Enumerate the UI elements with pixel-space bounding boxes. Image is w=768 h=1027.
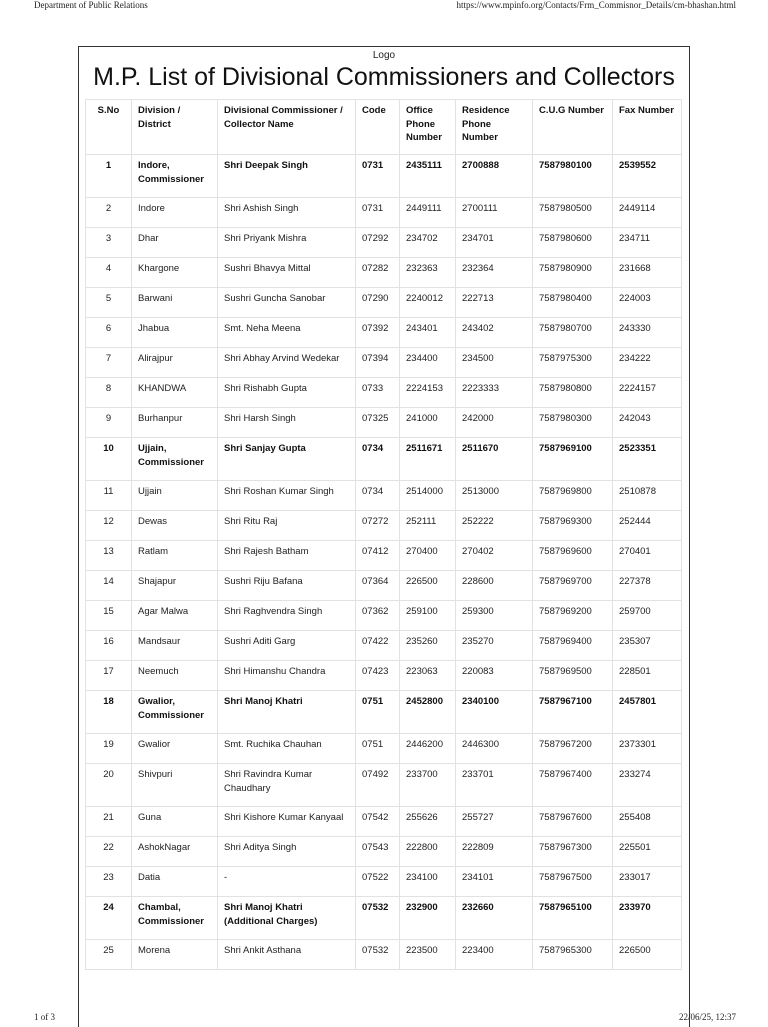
cell-division: KHANDWA: [132, 378, 218, 408]
cell-fax: 2523351: [613, 438, 682, 481]
cell-residence: 234500: [456, 348, 533, 378]
cell-residence: 259300: [456, 601, 533, 631]
table-header-row: [86, 100, 682, 155]
table-row: [86, 601, 682, 631]
cell-office: 223500: [400, 940, 456, 970]
cell-sno: 1: [86, 155, 132, 198]
cell-cug: 7587980700: [533, 318, 613, 348]
table-row: [86, 734, 682, 764]
cell-office: 222800: [400, 837, 456, 867]
cell-residence: 252222: [456, 511, 533, 541]
cell-residence: 2511670: [456, 438, 533, 481]
table-row: [86, 318, 682, 348]
cell-name: Shri Raghvendra Singh: [218, 601, 356, 631]
cell-residence: 243402: [456, 318, 533, 348]
cell-division: Indore: [132, 198, 218, 228]
cell-code: 07364: [356, 571, 400, 601]
cell-sno: 19: [86, 734, 132, 764]
cell-name: Smt. Neha Meena: [218, 318, 356, 348]
table-row: [86, 837, 682, 867]
header-fax-number: Fax Number: [613, 100, 682, 155]
cell-residence: 234101: [456, 867, 533, 897]
page-title: M.P. List of Divisional Commissioners and Collectors: [93, 63, 675, 91]
cell-cug: 7587967200: [533, 734, 613, 764]
cell-name: Smt. Ruchika Chauhan: [218, 734, 356, 764]
cell-code: 07412: [356, 541, 400, 571]
page-number: 1 of 3: [34, 1012, 55, 1022]
cell-division: Gwalior: [132, 734, 218, 764]
logo-placeholder: Logo: [372, 50, 396, 61]
cell-code: 07532: [356, 940, 400, 970]
cell-name: Shri Priyank Mishra: [218, 228, 356, 258]
table-row: [86, 661, 682, 691]
cell-cug: 7587967500: [533, 867, 613, 897]
cell-code: 0734: [356, 481, 400, 511]
cell-residence: 2340100: [456, 691, 533, 734]
cell-division: Dhar: [132, 228, 218, 258]
cell-name: Shri Sanjay Gupta: [218, 438, 356, 481]
cell-sno: 12: [86, 511, 132, 541]
table-row: [86, 631, 682, 661]
cell-division: Chambal, Commissioner: [132, 897, 218, 940]
cell-code: 07542: [356, 807, 400, 837]
cell-office: 2435111: [400, 155, 456, 198]
cell-residence: 232364: [456, 258, 533, 288]
header-office-phone: Office Phone Number: [400, 100, 456, 155]
cell-sno: 13: [86, 541, 132, 571]
cell-division: Shajapur: [132, 571, 218, 601]
cell-name: Shri Deepak Singh: [218, 155, 356, 198]
table-row: [86, 258, 682, 288]
cell-cug: 7587969300: [533, 511, 613, 541]
cell-cug: 7587965100: [533, 897, 613, 940]
cell-sno: 11: [86, 481, 132, 511]
cell-cug: 7587965300: [533, 940, 613, 970]
cell-cug: 7587980300: [533, 408, 613, 438]
cell-code: 07392: [356, 318, 400, 348]
cell-residence: 222713: [456, 288, 533, 318]
cell-cug: 7587969700: [533, 571, 613, 601]
print-header-title: Department of Public Relations: [34, 0, 148, 10]
cell-division: Ujjain: [132, 481, 218, 511]
cell-office: 233700: [400, 764, 456, 807]
cell-fax: 259700: [613, 601, 682, 631]
cell-sno: 14: [86, 571, 132, 601]
print-header: [0, 0, 768, 14]
cell-name: Shri Manoj Khatri (Additional Charges): [218, 897, 356, 940]
cell-office: 243401: [400, 318, 456, 348]
print-header-url: https://www.mpinfo.org/Contacts/Frm_Commisnor_Details/cm-bhashan.html: [456, 0, 736, 10]
cell-office: 234100: [400, 867, 456, 897]
cell-fax: 2373301: [613, 734, 682, 764]
cell-fax: 224003: [613, 288, 682, 318]
cell-name: Shri Harsh Singh: [218, 408, 356, 438]
print-timestamp: 22/06/25, 12:37: [678, 1012, 736, 1022]
cell-division: Datia: [132, 867, 218, 897]
cell-sno: 25: [86, 940, 132, 970]
table-row: [86, 155, 682, 198]
cell-code: 07522: [356, 867, 400, 897]
cell-cug: 7587980900: [533, 258, 613, 288]
cell-office: 223063: [400, 661, 456, 691]
table-row: [86, 691, 682, 734]
cell-sno: 20: [86, 764, 132, 807]
cell-sno: 22: [86, 837, 132, 867]
cell-name: Shri Rajesh Batham: [218, 541, 356, 571]
cell-residence: 223400: [456, 940, 533, 970]
cell-fax: 270401: [613, 541, 682, 571]
cell-code: 0731: [356, 155, 400, 198]
print-footer: [0, 1012, 768, 1024]
cell-code: 07422: [356, 631, 400, 661]
cell-code: 0734: [356, 438, 400, 481]
cell-residence: 2700888: [456, 155, 533, 198]
header-cug-number: C.U.G Number: [533, 100, 613, 155]
cell-office: 241000: [400, 408, 456, 438]
cell-fax: 255408: [613, 807, 682, 837]
table-row: [86, 288, 682, 318]
cell-fax: 2539552: [613, 155, 682, 198]
header-sno: S.No: [86, 100, 132, 155]
cell-division: Neemuch: [132, 661, 218, 691]
cell-code: 0733: [356, 378, 400, 408]
cell-cug: 7587980800: [533, 378, 613, 408]
cell-fax: 234711: [613, 228, 682, 258]
cell-code: 0731: [356, 198, 400, 228]
cell-code: 07362: [356, 601, 400, 631]
cell-sno: 24: [86, 897, 132, 940]
cell-division: Agar Malwa: [132, 601, 218, 631]
cell-code: 0751: [356, 691, 400, 734]
cell-name: Sushri Riju Bafana: [218, 571, 356, 601]
cell-code: 07290: [356, 288, 400, 318]
cell-office: 234702: [400, 228, 456, 258]
header-name: Divisional Commissioner / Collector Name: [218, 100, 356, 155]
cell-office: 2449111: [400, 198, 456, 228]
cell-residence: 2223333: [456, 378, 533, 408]
cell-office: 252111: [400, 511, 456, 541]
cell-name: Shri Kishore Kumar Kanyaal: [218, 807, 356, 837]
cell-fax: 2457801: [613, 691, 682, 734]
cell-fax: 2224157: [613, 378, 682, 408]
cell-cug: 7587967300: [533, 837, 613, 867]
table-row: [86, 541, 682, 571]
cell-cug: 7587969500: [533, 661, 613, 691]
cell-fax: 2449114: [613, 198, 682, 228]
cell-office: 2452800: [400, 691, 456, 734]
table-row: [86, 571, 682, 601]
commissioners-table: [85, 99, 682, 970]
cell-office: 234400: [400, 348, 456, 378]
cell-division: Burhanpur: [132, 408, 218, 438]
cell-office: 2511671: [400, 438, 456, 481]
cell-name: Shri Ankit Asthana: [218, 940, 356, 970]
cell-residence: 228600: [456, 571, 533, 601]
cell-cug: 7587969200: [533, 601, 613, 631]
table-row: [86, 408, 682, 438]
cell-name: Shri Ritu Raj: [218, 511, 356, 541]
cell-name: Shri Abhay Arvind Wedekar: [218, 348, 356, 378]
cell-division: Indore, Commissioner: [132, 155, 218, 198]
cell-code: 07272: [356, 511, 400, 541]
table-body: [86, 155, 682, 970]
cell-division: Khargone: [132, 258, 218, 288]
cell-name: Shri Aditya Singh: [218, 837, 356, 867]
cell-cug: 7587969600: [533, 541, 613, 571]
cell-division: Guna: [132, 807, 218, 837]
cell-cug: 7587967600: [533, 807, 613, 837]
cell-cug: 7587980600: [533, 228, 613, 258]
cell-cug: 7587969800: [533, 481, 613, 511]
cell-name: Shri Ashish Singh: [218, 198, 356, 228]
cell-residence: 2446300: [456, 734, 533, 764]
cell-office: 2446200: [400, 734, 456, 764]
cell-fax: 243330: [613, 318, 682, 348]
table-row: [86, 481, 682, 511]
cell-office: 232363: [400, 258, 456, 288]
cell-office: 232900: [400, 897, 456, 940]
cell-fax: 226500: [613, 940, 682, 970]
cell-office: 226500: [400, 571, 456, 601]
cell-residence: 233701: [456, 764, 533, 807]
cell-code: 07543: [356, 837, 400, 867]
cell-division: Ujjain, Commissioner: [132, 438, 218, 481]
cell-code: 07282: [356, 258, 400, 288]
cell-code: 07394: [356, 348, 400, 378]
cell-sno: 15: [86, 601, 132, 631]
cell-residence: 242000: [456, 408, 533, 438]
cell-sno: 8: [86, 378, 132, 408]
table-row: [86, 867, 682, 897]
cell-sno: 16: [86, 631, 132, 661]
cell-fax: 228501: [613, 661, 682, 691]
cell-office: 2240012: [400, 288, 456, 318]
cell-fax: 227378: [613, 571, 682, 601]
cell-cug: 7587975300: [533, 348, 613, 378]
cell-residence: 255727: [456, 807, 533, 837]
cell-name: Shri Rishabh Gupta: [218, 378, 356, 408]
cell-residence: 232660: [456, 897, 533, 940]
cell-name: Shri Manoj Khatri: [218, 691, 356, 734]
cell-name: -: [218, 867, 356, 897]
cell-cug: 7587980100: [533, 155, 613, 198]
cell-sno: 7: [86, 348, 132, 378]
cell-office: 2224153: [400, 378, 456, 408]
cell-cug: 7587967100: [533, 691, 613, 734]
cell-name: Shri Ravindra Kumar Chaudhary: [218, 764, 356, 807]
cell-office: 255626: [400, 807, 456, 837]
cell-division: AshokNagar: [132, 837, 218, 867]
table-row: [86, 348, 682, 378]
cell-sno: 5: [86, 288, 132, 318]
cell-division: Barwani: [132, 288, 218, 318]
cell-code: 07292: [356, 228, 400, 258]
cell-sno: 17: [86, 661, 132, 691]
cell-office: 2514000: [400, 481, 456, 511]
cell-division: Jhabua: [132, 318, 218, 348]
header-division: Division / District: [132, 100, 218, 155]
header-code: Code: [356, 100, 400, 155]
cell-cug: 7587967400: [533, 764, 613, 807]
cell-residence: 234701: [456, 228, 533, 258]
cell-code: 07325: [356, 408, 400, 438]
cell-sno: 9: [86, 408, 132, 438]
cell-division: Alirajpur: [132, 348, 218, 378]
cell-division: Mandsaur: [132, 631, 218, 661]
cell-fax: 235307: [613, 631, 682, 661]
cell-division: Morena: [132, 940, 218, 970]
cell-division: Gwalior, Commissioner: [132, 691, 218, 734]
cell-code: 07532: [356, 897, 400, 940]
table-row: [86, 897, 682, 940]
header-residence-phone: Residence Phone Number: [456, 100, 533, 155]
cell-residence: 235270: [456, 631, 533, 661]
cell-fax: 252444: [613, 511, 682, 541]
cell-name: Sushri Aditi Garg: [218, 631, 356, 661]
table-row: [86, 228, 682, 258]
cell-division: Ratlam: [132, 541, 218, 571]
cell-residence: 270402: [456, 541, 533, 571]
table-row: [86, 764, 682, 807]
cell-name: Shri Roshan Kumar Singh: [218, 481, 356, 511]
cell-office: 270400: [400, 541, 456, 571]
cell-code: 0751: [356, 734, 400, 764]
table-row: [86, 198, 682, 228]
cell-code: 07492: [356, 764, 400, 807]
cell-sno: 6: [86, 318, 132, 348]
cell-fax: 225501: [613, 837, 682, 867]
cell-sno: 4: [86, 258, 132, 288]
cell-name: Sushri Guncha Sanobar: [218, 288, 356, 318]
cell-fax: 233274: [613, 764, 682, 807]
cell-office: 235260: [400, 631, 456, 661]
cell-sno: 10: [86, 438, 132, 481]
cell-residence: 222809: [456, 837, 533, 867]
cell-cug: 7587980500: [533, 198, 613, 228]
cell-code: 07423: [356, 661, 400, 691]
cell-cug: 7587969400: [533, 631, 613, 661]
cell-division: Dewas: [132, 511, 218, 541]
cell-fax: 234222: [613, 348, 682, 378]
cell-sno: 2: [86, 198, 132, 228]
cell-fax: 2510878: [613, 481, 682, 511]
cell-residence: 2513000: [456, 481, 533, 511]
cell-sno: 3: [86, 228, 132, 258]
cell-sno: 21: [86, 807, 132, 837]
table-row: [86, 511, 682, 541]
table-row: [86, 807, 682, 837]
table-row: [86, 438, 682, 481]
cell-division: Shivpuri: [132, 764, 218, 807]
cell-residence: 2700111: [456, 198, 533, 228]
cell-sno: 23: [86, 867, 132, 897]
page-frame: [78, 46, 690, 1027]
cell-fax: 233017: [613, 867, 682, 897]
cell-fax: 231668: [613, 258, 682, 288]
table-row: [86, 378, 682, 408]
cell-fax: 233970: [613, 897, 682, 940]
cell-cug: 7587969100: [533, 438, 613, 481]
cell-cug: 7587980400: [533, 288, 613, 318]
cell-fax: 242043: [613, 408, 682, 438]
cell-name: Shri Himanshu Chandra: [218, 661, 356, 691]
cell-residence: 220083: [456, 661, 533, 691]
cell-sno: 18: [86, 691, 132, 734]
cell-office: 259100: [400, 601, 456, 631]
cell-name: Sushri Bhavya Mittal: [218, 258, 356, 288]
table-row: [86, 940, 682, 970]
